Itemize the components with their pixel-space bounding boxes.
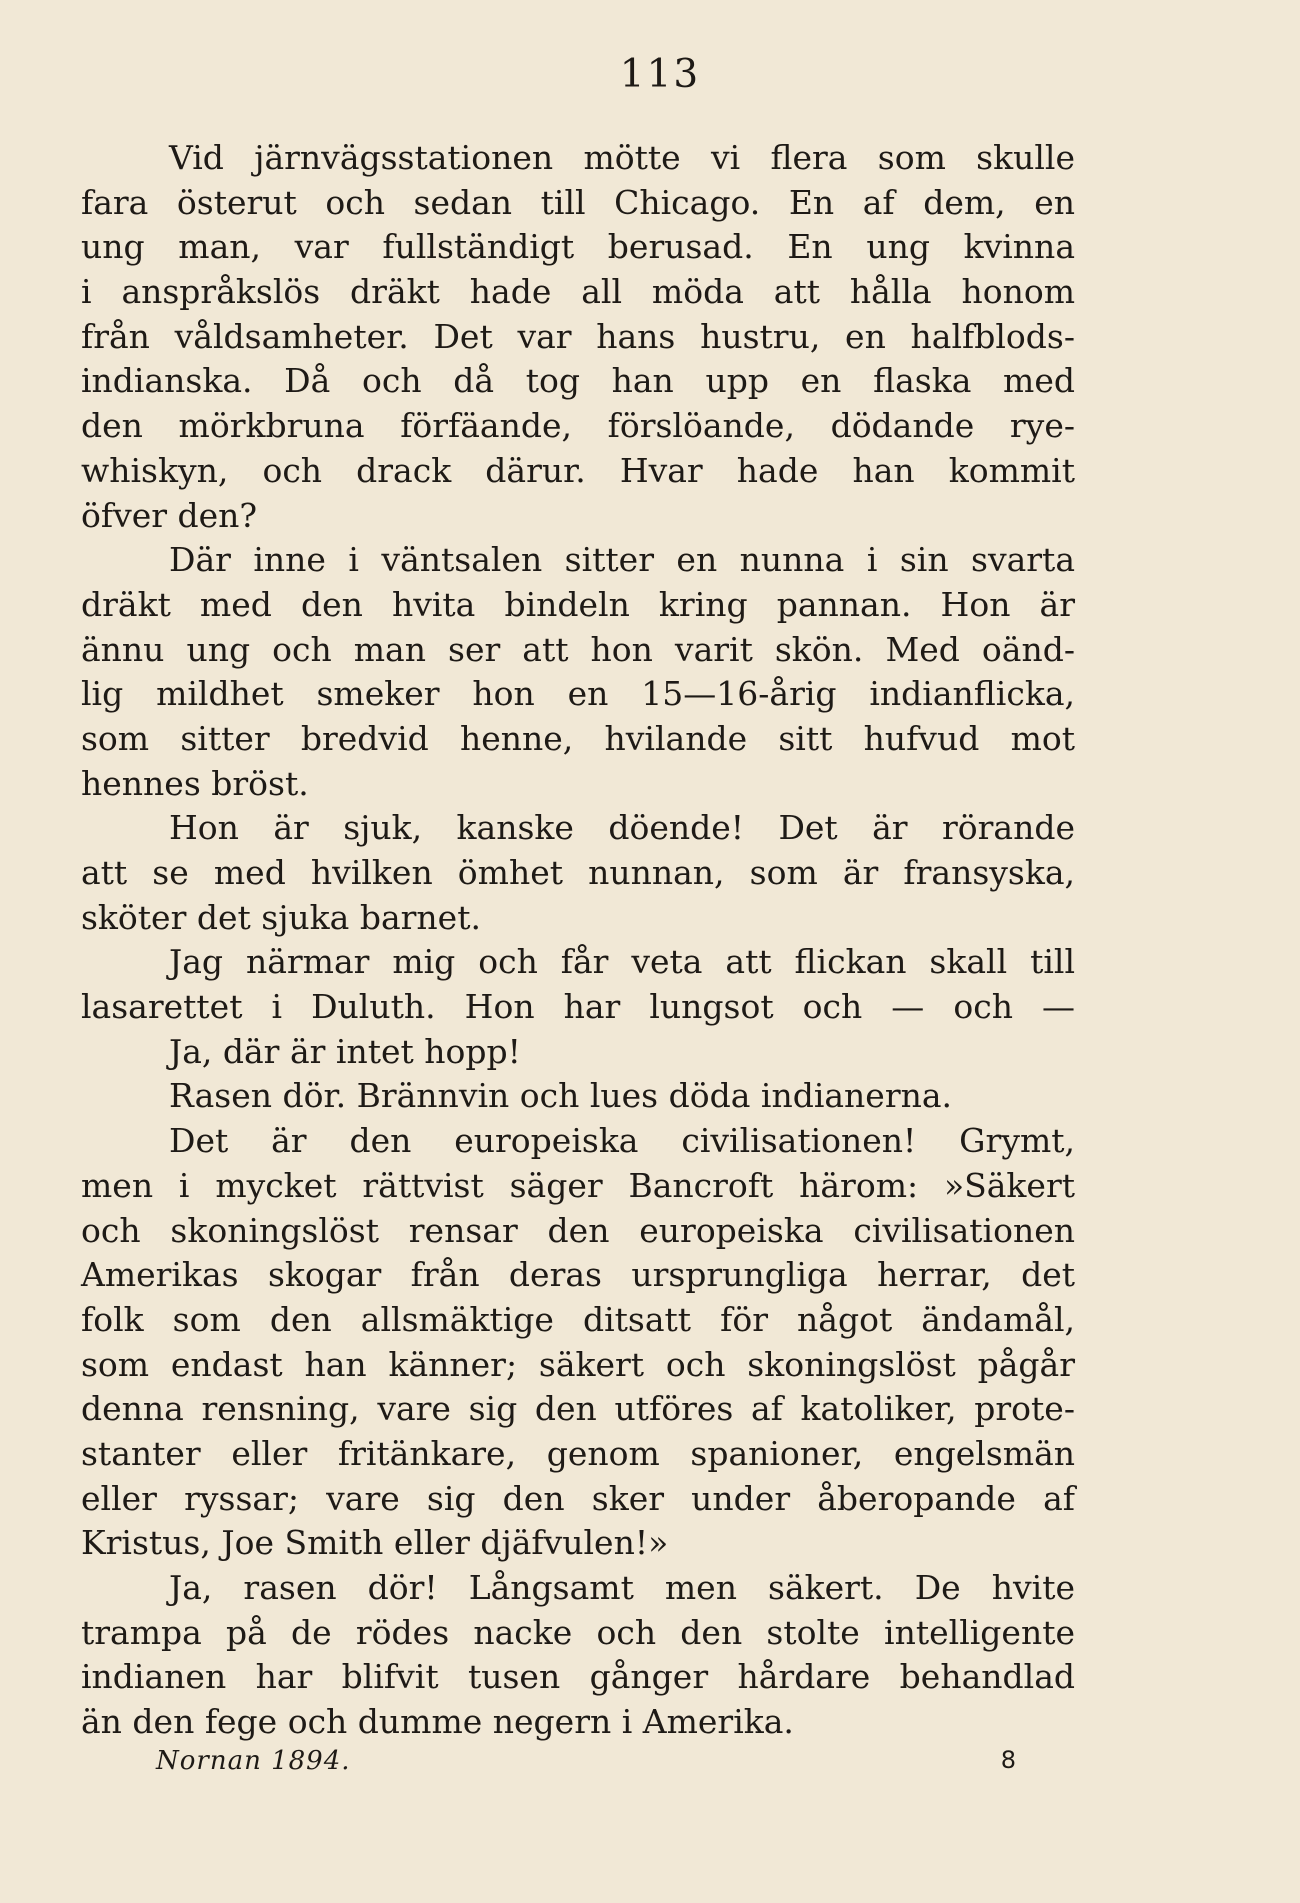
- text-line: Ja, rasen dör! Långsamt men säkert. De hvite: [169, 1568, 1075, 1607]
- text-line: whiskyn, och drack därur. Hvar hade han kommit: [81, 450, 1075, 490]
- text-line: fara österut och sedan till Chicago. En af dem, en: [81, 182, 1075, 222]
- text-line: Det är den europeiska civilisationen! Grymt,: [169, 1121, 1075, 1161]
- text-line: som sitter bredvid henne, hvilande sitt hufvud mot: [81, 718, 1075, 758]
- text-line: från våldsamheter. Det var hans hustru, en halfblods-: [81, 316, 1075, 356]
- text-line: än den fege och dumme negern i Amerika.: [81, 1702, 794, 1742]
- text-line: Ja, där är intet hopp!: [169, 1031, 521, 1071]
- text-line: i anspråkslös dräkt hade all möda att hålla honom: [81, 272, 1075, 312]
- text-line: indianen har blifvit tusen gånger hårdare behandlad: [81, 1657, 1075, 1697]
- text-line: stanter eller fritänkare, genom spanioner, engelsmän: [81, 1433, 1075, 1473]
- text-line: Där inne i väntsalen sitter en nunna i sin svarta: [169, 540, 1075, 580]
- text-line: ännu ung och man ser att hon varit skön. Med oänd-: [81, 629, 1075, 669]
- text-line: att se med hvilken ömhet nunnan, som är fransyska,: [81, 853, 1075, 892]
- text-line: eller ryssar; vare sig den sker under åberopande af: [81, 1478, 1075, 1518]
- text-line: folk som den allsmäktige ditsatt för något ändamål,: [81, 1299, 1075, 1339]
- text-line: dräkt med den hvita bindeln kring pannan. Hon är: [81, 584, 1075, 624]
- page-footer: [156, 1746, 1016, 1786]
- text-line: indianska. Då och då tog han upp en flaska med: [81, 361, 1075, 401]
- text-line: hennes bröst.: [81, 763, 309, 803]
- footer-signature: Nornan 1894.: [156, 1746, 351, 1776]
- text-line: Vid järnvägsstationen mötte vi flera som skulle: [169, 138, 1075, 177]
- text-line: ung man, var fullständigt berusad. En ung kvinna: [81, 227, 1075, 267]
- text-line: Jag närmar mig och får veta att flickan skall till: [169, 942, 1075, 982]
- text-line: denna rensning, vare sig den utföres af katoliker, prote-: [81, 1389, 1075, 1429]
- text-line: som endast han känner; säkert och skoningslöst pågår: [81, 1344, 1075, 1384]
- text-line: lig mildhet smeker hon en 15—16-årig indianflicka,: [81, 674, 1075, 714]
- text-line: lasarettet i Duluth. Hon har lungsot och — och —: [81, 987, 1075, 1027]
- text-line: Rasen dör. Brännvin och lues döda indianerna.: [169, 1076, 953, 1116]
- text-line: Amerikas skogar från deras ursprungliga herrar, det: [81, 1255, 1075, 1295]
- text-line: öfver den?: [81, 495, 258, 535]
- text-line: Hon är sjuk, kanske döende! Det är rörande: [169, 808, 1075, 848]
- page-number: 113: [619, 52, 701, 97]
- body-text: [81, 136, 1075, 1745]
- text-line: Kristus, Joe Smith eller djäfvulen!»: [81, 1523, 669, 1563]
- sheet-number: 8: [1000, 1746, 1016, 1774]
- text-line: trampa på de rödes nacke och den stolte intelligente: [81, 1612, 1075, 1652]
- text-line: sköter det sjuka barnet.: [81, 897, 481, 937]
- text-line: och skoningslöst rensar den europeiska civilisationen: [81, 1210, 1075, 1250]
- text-line: men i mycket rättvist säger Bancroft härom: »Säkert: [81, 1165, 1075, 1205]
- text-line: den mörkbruna förfäande, förslöande, dödande rye-: [81, 406, 1075, 446]
